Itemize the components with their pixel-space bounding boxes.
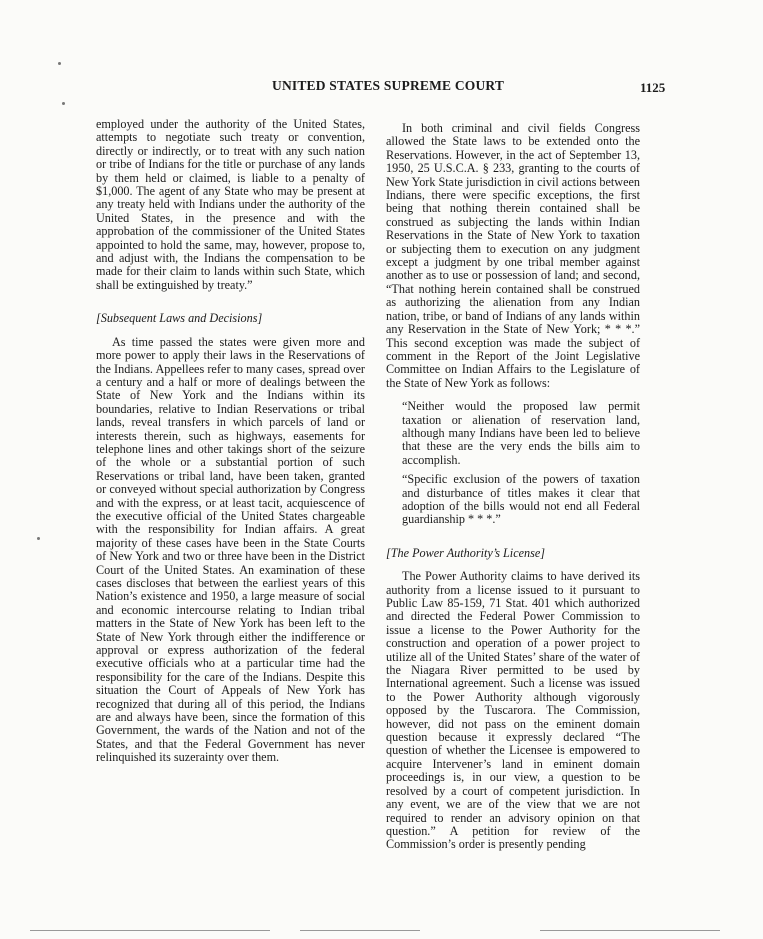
section-heading-subsequent-laws: [Subsequent Laws and Decisions] bbox=[96, 311, 263, 326]
scan-edge-line bbox=[30, 930, 270, 931]
scan-speck bbox=[37, 537, 40, 540]
right-column bbox=[386, 122, 640, 852]
scan-edge-line bbox=[540, 930, 720, 931]
scan-speck bbox=[58, 62, 61, 65]
block-quote-1: “Neither would the proposed law permit taxation or alienation of reservation land, although many Indians have been led to believe that these are the very ends the bills aim to accomplish. bbox=[402, 399, 640, 467]
page-header bbox=[0, 78, 763, 98]
left-paragraph-1: employed under the authority of the United States, attempts to negotiate such treaty or convention, directly or indirectly, or to treat with any such nation or tribe of Indians for the title or purchase of any lands by them held or claimed, is liable to a penalty of $1,000. The agent of any State who may be present at any treaty held with Indians under the authority of the United States, in the presence and with the approbation of the commissioner of the United States appointed to hold the same, may, however, propose to, and adjust with, the Indians the compensation to be made for their claim to lands within such State, which shall be extinguished by treaty.” bbox=[96, 117, 365, 292]
scan-edge-line bbox=[300, 930, 420, 931]
page-number: 1125 bbox=[640, 80, 666, 95]
block-quote-2: “Specific exclusion of the powers of taxation and disturbance of titles makes it clear that adoption of the bills would not end all Federal guardianship * * *.” bbox=[402, 472, 640, 527]
left-column bbox=[96, 118, 365, 765]
section-heading-power-authority: [The Power Authority’s License] bbox=[386, 545, 546, 560]
running-head: UNITED STATES SUPREME COURT bbox=[272, 78, 505, 93]
right-paragraph-2: The Power Authority claims to have derived its authority from a license issued to it pursuant to Public Law 85-159, 71 Stat. 401 which authorized and directed the Federal Power Commission to issue a license to the Power Authority for the construction and operation of a power project to utilize all of the United States’ share of the water of the Niagara River permitted to be used by International agreement. Such a license was issued to the Power Authority although vigorously opposed by the Tuscarora. The Commission, however, did not pass on the eminent domain question because it expressly declared “The question of whether the Licensee is empowered to acquire Intervener’s land in eminent domain proceedings is, in our view, a question to be resolved by a court of competent jurisdiction. In any event, we are of the view that we are not required to render an advisory opinion on that question.” A petition for review of the Commission’s order is presently pending bbox=[386, 569, 640, 852]
right-paragraph-1: In both criminal and civil fields Congress allowed the State laws to be extended onto the Reservations. However, in the act of September 13, 1950, 25 U.S.C.A. § 233, granting to the courts of New York State jurisdiction in civil actions between Indians, there were specific exceptions, the first being that nothing therein contained shall be construed as subjecting the lands within Indian Reservations in the State of New York to taxation or subjecting them to execution on any judgment except a judgment by one tribal member against another as to use or possession of land; and second, “That nothing herein contained shall be construed as authorizing the alienation from any Indian nation, tribe, or band of Indians of any lands within any Reservation in the State of New York; * * *.” This second exception was made the subject of comment in the Report of the Joint Legislative Committee on Indian Affairs to the Legislature of the State of New York as follows: bbox=[386, 121, 640, 390]
scan-speck bbox=[62, 102, 65, 105]
left-paragraph-2: As time passed the states were given more and more power to apply their laws in the Reservations of the Indians. Appellees refer to many cases, spread over a century and a half or more of dealings between the State of New York and the Indians within its boundaries, relative to Indian Reservations or tribal lands, reveal transfers in which parcels of land or interests therein, such as highways, easements for telephone lines and other takings short of the seizure of the whole or a substantial portion of such Reservations or tribal land, have been taken, granted or conveyed without special authorization by Congress and with the express, or at least tacit, acquiescence of the executive official of the United States chargeable with the responsibility for Indian affairs. A great majority of these cases have been in the State Courts of New York and two or three have been in the District Court of the United States. An examination of these cases discloses that between the earliest years of this Nation’s existence and 1950, a large measure of social and economic intercourse relating to Indian tribal matters in the State of New York has been left to the State of New York through either the indifference or approval or express authorization of the federal executive officials who at a particular time had the responsibility for the care of the Indians. Despite this situation the Court of Appeals of New York has recognized that during all of this period, the Indians are and always have been, since the formation of this Government, the wards of the Nation and not of the States, and that the Federal Government has never relinquished its suzerainty over them. bbox=[96, 334, 365, 765]
